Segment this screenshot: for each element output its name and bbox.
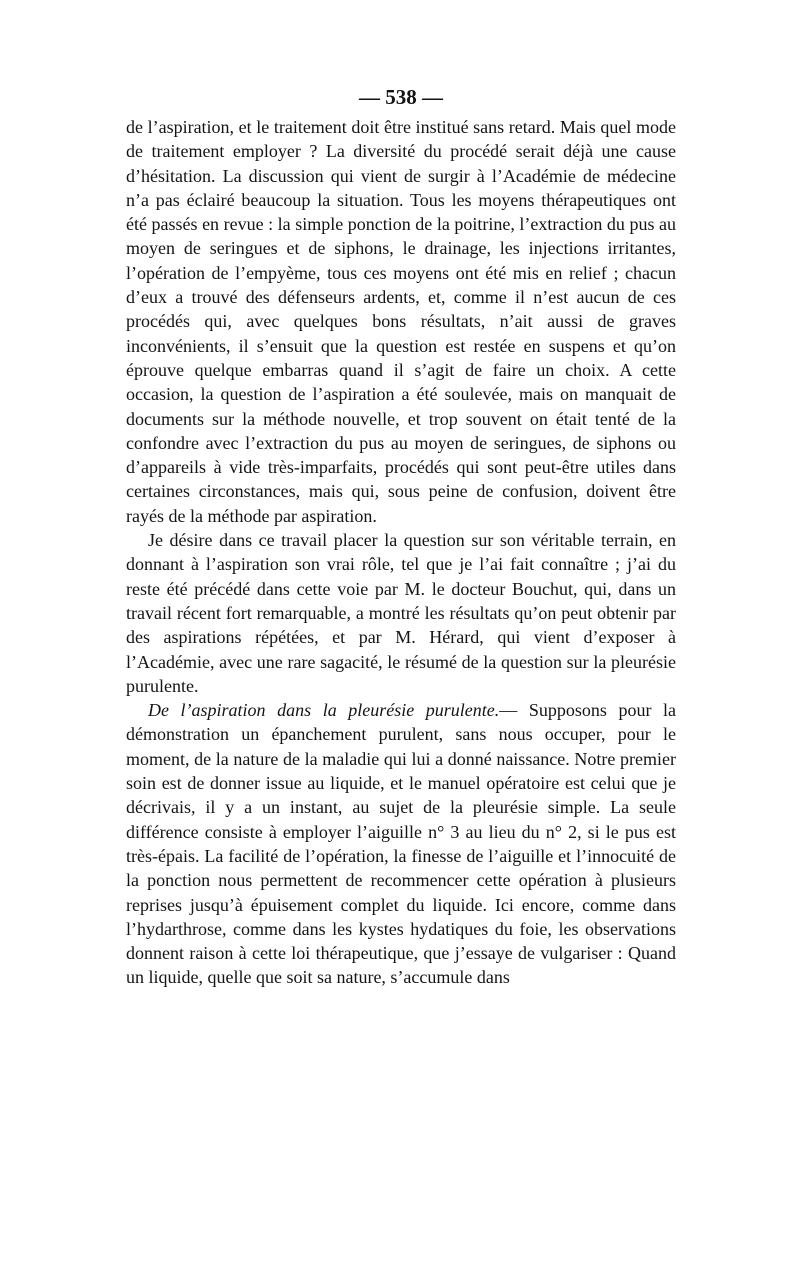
paragraph-continuation: de l’aspiration, et le traitement doit être institué sans retard. Mais quel mode de traitement employer ? La diversité du procédé serait déjà une cause d’hésitation. La discussion qui vient de surgir à l’Académie de médecine n’a pas éclairé beaucoup la situation. Tous les moyens thérapeutiques ont été passés en revue : la simple ponction de la poitrine, l’extraction du pus au moyen de seringues et de siphons, le drainage, les injections irritantes, l’opération de l’empyème, tous ces moyens ont été mis en relief ; chacun d’eux a trouvé des défenseurs ardents, et, comme il n’est aucun de ces procédés qui, avec quelques bons résultats, n’ait aussi de graves inconvénients, il s’ensuit que la question est restée en suspens et qu’on éprouve quelque embarras quand il s’agit de faire un choix. A cette occasion, la question de l’aspiration a été soulevée, mais on manquait de documents sur la méthode nouvelle, et trop souvent on était tenté de la confondre avec l’extraction du pus au moyen de seringues, de siphons ou d’appareils à vide très-imparfaits, procédés qui sont peut-être utiles dans certaines circonstances, mais qui, sous peine de confusion, doivent être rayés de la méthode par aspiration.: [126, 117, 676, 526]
page-number: — 538 —: [359, 85, 443, 109]
paragraph-purulent-pleurisy: [126, 698, 676, 990]
section-heading: De l’aspiration dans la pleurésie purulente.: [148, 700, 500, 721]
section-body: — Supposons pour la démonstration un épanchement purulent, sans nous occuper, pour le moment, de la nature de la maladie qui lui a donné naissance. Notre premier soin est de donner issue au liquide, et le manuel opératoire est celui que je décrivais, il y a un instant, au sujet de la pleurésie simple. La seule différence consiste à employer l’aiguille n° 3 au lieu du n° 2, si le pus est très-épais. La facilité de l’opération, la finesse de l’aiguille et l’innocuité de la ponction nous permettent de recommencer cette opération à plusieurs reprises jusqu’à épuisement complet du liquide. Ici encore, comme dans l’hydarthrose, comme dans les kystes hydatiques du foie, les observations donnent raison à cette loi thérapeutique, que j’essaye de vulgariser : Quand un liquide, quelle que soit sa nature, s’accumule dans: [126, 700, 676, 988]
paragraph-intent: Je désire dans ce travail placer la question sur son véritable terrain, en donnant à l’aspiration son vrai rôle, tel que je l’ai fait connaître ; j’ai du reste été précédé dans cette voie par M. le docteur Bouchut, qui, dans un travail récent fort remarquable, a montré les résultats qu’on peut obtenir par des aspirations répétées, et par M. Hérard, qui vient d’exposer à l’Académie, avec une rare sagacité, le résumé de la question sur la pleurésie purulente.: [126, 530, 676, 696]
book-page: [126, 83, 676, 990]
